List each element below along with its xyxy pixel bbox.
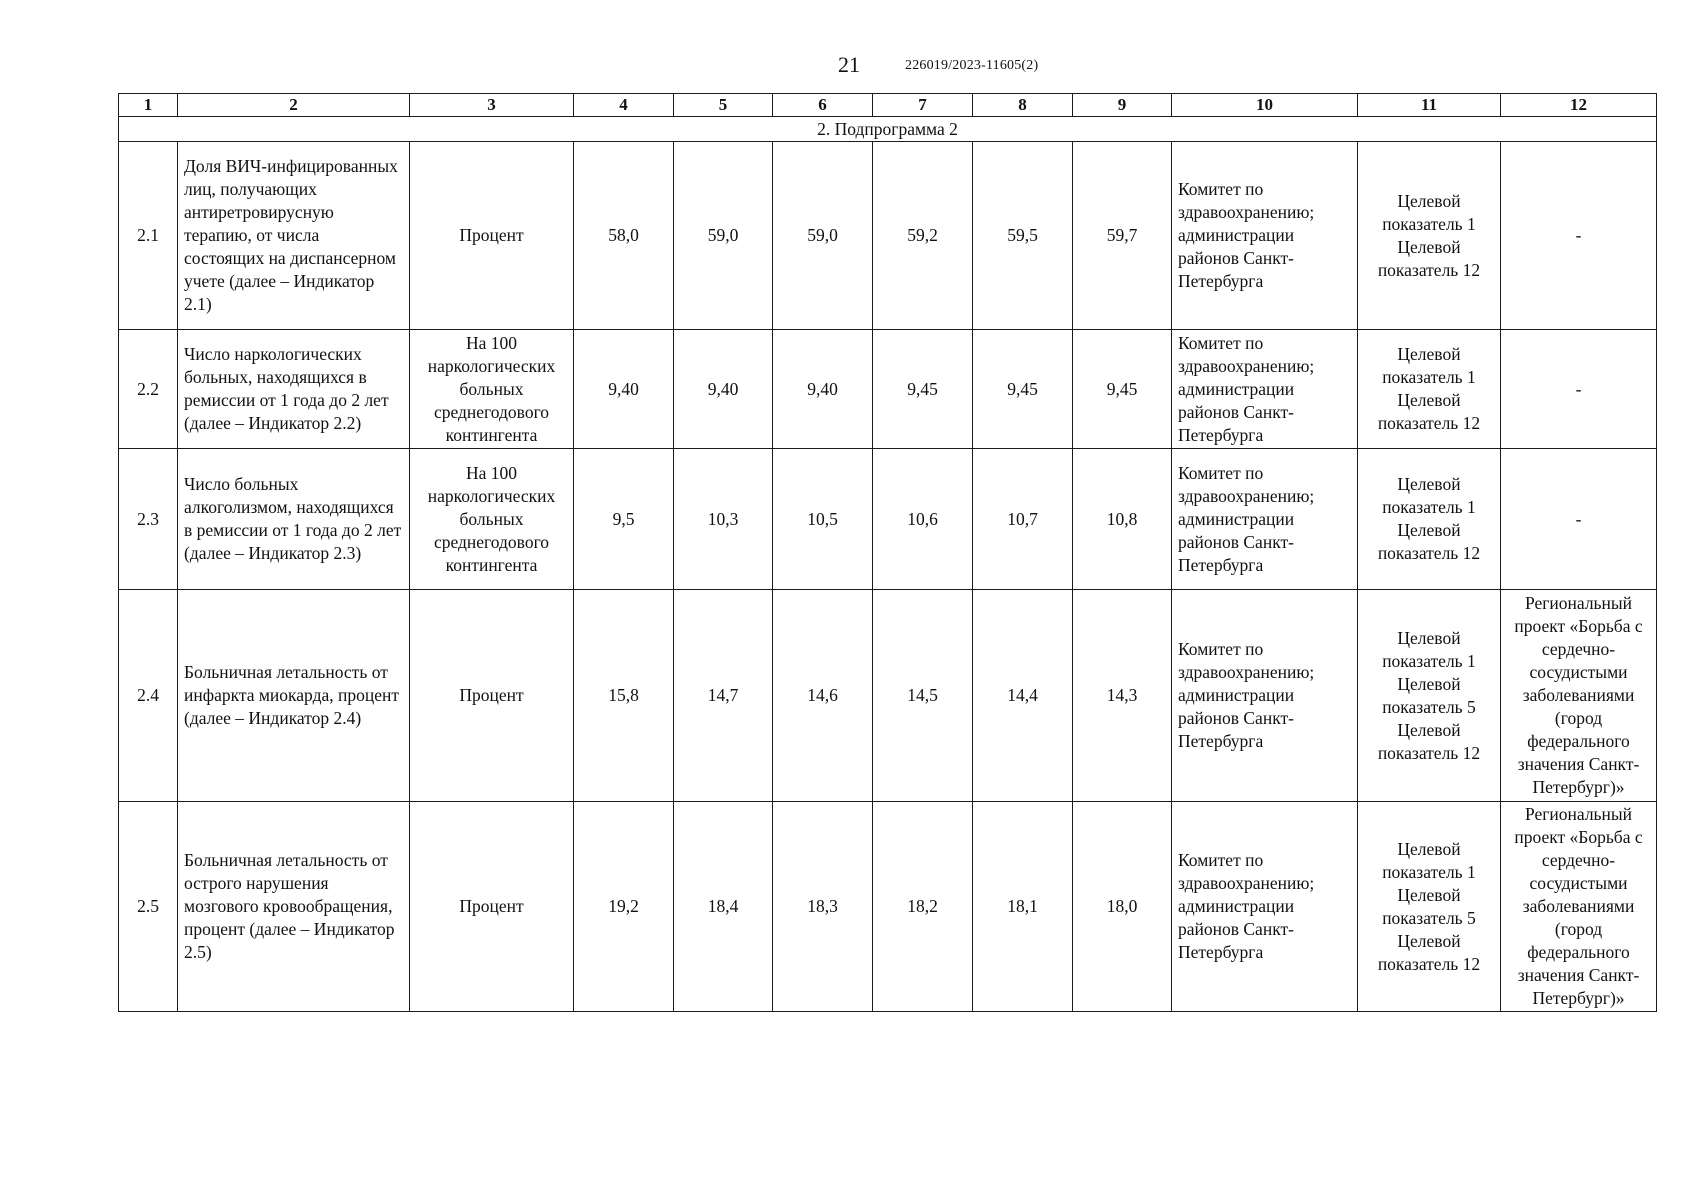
value-col-7: 14,5	[873, 590, 973, 802]
column-header: 12	[1501, 94, 1657, 117]
value-col-8: 18,1	[973, 802, 1073, 1012]
value-col-5: 18,4	[674, 802, 773, 1012]
document-id: 226019/2023-11605(2)	[905, 58, 1039, 73]
column-header: 7	[873, 94, 973, 117]
regional-project: Региональный проект «Борьба с сердечно-сосудистыми заболеваниями (город федерального значения Санкт-Петербург)»	[1501, 802, 1657, 1012]
table-row	[119, 330, 1657, 449]
column-header: 1	[119, 94, 178, 117]
responsible: Комитет по здравоохранению; администрации районов Санкт-Петербурга	[1172, 590, 1358, 802]
indicator-name: Больничная летальность от инфаркта миокарда, процент (далее – Индикатор 2.4)	[178, 590, 410, 802]
unit: На 100 наркологических больных среднегодового контингента	[410, 449, 574, 590]
table-row	[119, 802, 1657, 1012]
table-row	[119, 590, 1657, 802]
value-col-6: 9,40	[773, 330, 873, 449]
value-col-7: 18,2	[873, 802, 973, 1012]
value-col-5: 14,7	[674, 590, 773, 802]
row-id: 2.1	[119, 142, 178, 330]
value-col-9: 9,45	[1073, 330, 1172, 449]
page-header	[0, 52, 1695, 82]
unit: На 100 наркологических больных среднегодового контингента	[410, 330, 574, 449]
value-col-6: 10,5	[773, 449, 873, 590]
header-row	[119, 94, 1657, 117]
regional-project: Региональный проект «Борьба с сердечно-сосудистыми заболеваниями (город федерального значения Санкт-Петербург)»	[1501, 590, 1657, 802]
value-col-8: 10,7	[973, 449, 1073, 590]
column-header: 5	[674, 94, 773, 117]
responsible: Комитет по здравоохранению; администрации районов Санкт-Петербурга	[1172, 330, 1358, 449]
regional-project: -	[1501, 330, 1657, 449]
section-row	[119, 117, 1657, 142]
unit: Процент	[410, 142, 574, 330]
value-col-5: 59,0	[674, 142, 773, 330]
value-col-7: 10,6	[873, 449, 973, 590]
row-id: 2.2	[119, 330, 178, 449]
responsible: Комитет по здравоохранению; администрации районов Санкт-Петербурга	[1172, 802, 1358, 1012]
value-col-5: 9,40	[674, 330, 773, 449]
table-row	[119, 449, 1657, 590]
column-header: 3	[410, 94, 574, 117]
value-col-4: 15,8	[574, 590, 674, 802]
value-col-4: 9,5	[574, 449, 674, 590]
table-row	[119, 142, 1657, 330]
column-header: 8	[973, 94, 1073, 117]
indicator-name: Доля ВИЧ-инфицированных лиц, получающих антиретровирусную терапию, от числа состоящих на диспансерном учете (далее – Индикатор 2.1)	[178, 142, 410, 330]
target-indicators: Целевой показатель 1 Целевой показатель 12	[1358, 142, 1501, 330]
indicator-name: Число наркологических больных, находящихся в ремиссии от 1 года до 2 лет (далее – Индикатор 2.2)	[178, 330, 410, 449]
row-id: 2.3	[119, 449, 178, 590]
regional-project: -	[1501, 142, 1657, 330]
target-indicators: Целевой показатель 1 Целевой показатель 5 Целевой показатель 12	[1358, 802, 1501, 1012]
value-col-7: 9,45	[873, 330, 973, 449]
column-header: 10	[1172, 94, 1358, 117]
value-col-8: 14,4	[973, 590, 1073, 802]
column-header: 6	[773, 94, 873, 117]
value-col-4: 19,2	[574, 802, 674, 1012]
page-number: 21	[838, 52, 860, 77]
responsible: Комитет по здравоохранению; администрации районов Санкт-Петербурга	[1172, 142, 1358, 330]
target-indicators: Целевой показатель 1 Целевой показатель 5 Целевой показатель 12	[1358, 590, 1501, 802]
value-col-9: 18,0	[1073, 802, 1172, 1012]
value-col-9: 59,7	[1073, 142, 1172, 330]
target-indicators: Целевой показатель 1 Целевой показатель 12	[1358, 330, 1501, 449]
column-header: 11	[1358, 94, 1501, 117]
column-header: 4	[574, 94, 674, 117]
column-header: 9	[1073, 94, 1172, 117]
section-title: 2. Подпрограмма 2	[119, 117, 1657, 142]
indicator-name: Число больных алкоголизмом, находящихся в ремиссии от 1 года до 2 лет (далее – Индикатор 2.3)	[178, 449, 410, 590]
regional-project: -	[1501, 449, 1657, 590]
value-col-4: 58,0	[574, 142, 674, 330]
indicators-table	[118, 93, 1657, 1012]
value-col-6: 14,6	[773, 590, 873, 802]
value-col-6: 18,3	[773, 802, 873, 1012]
row-id: 2.4	[119, 590, 178, 802]
value-col-9: 14,3	[1073, 590, 1172, 802]
column-header: 2	[178, 94, 410, 117]
value-col-5: 10,3	[674, 449, 773, 590]
value-col-6: 59,0	[773, 142, 873, 330]
unit: Процент	[410, 802, 574, 1012]
value-col-4: 9,40	[574, 330, 674, 449]
row-id: 2.5	[119, 802, 178, 1012]
responsible: Комитет по здравоохранению; администрации районов Санкт-Петербурга	[1172, 449, 1358, 590]
indicator-name: Больничная летальность от острого нарушения мозгового кровообращения, процент (далее – Индикатор 2.5)	[178, 802, 410, 1012]
value-col-8: 9,45	[973, 330, 1073, 449]
target-indicators: Целевой показатель 1 Целевой показатель 12	[1358, 449, 1501, 590]
unit: Процент	[410, 590, 574, 802]
value-col-7: 59,2	[873, 142, 973, 330]
value-col-8: 59,5	[973, 142, 1073, 330]
value-col-9: 10,8	[1073, 449, 1172, 590]
